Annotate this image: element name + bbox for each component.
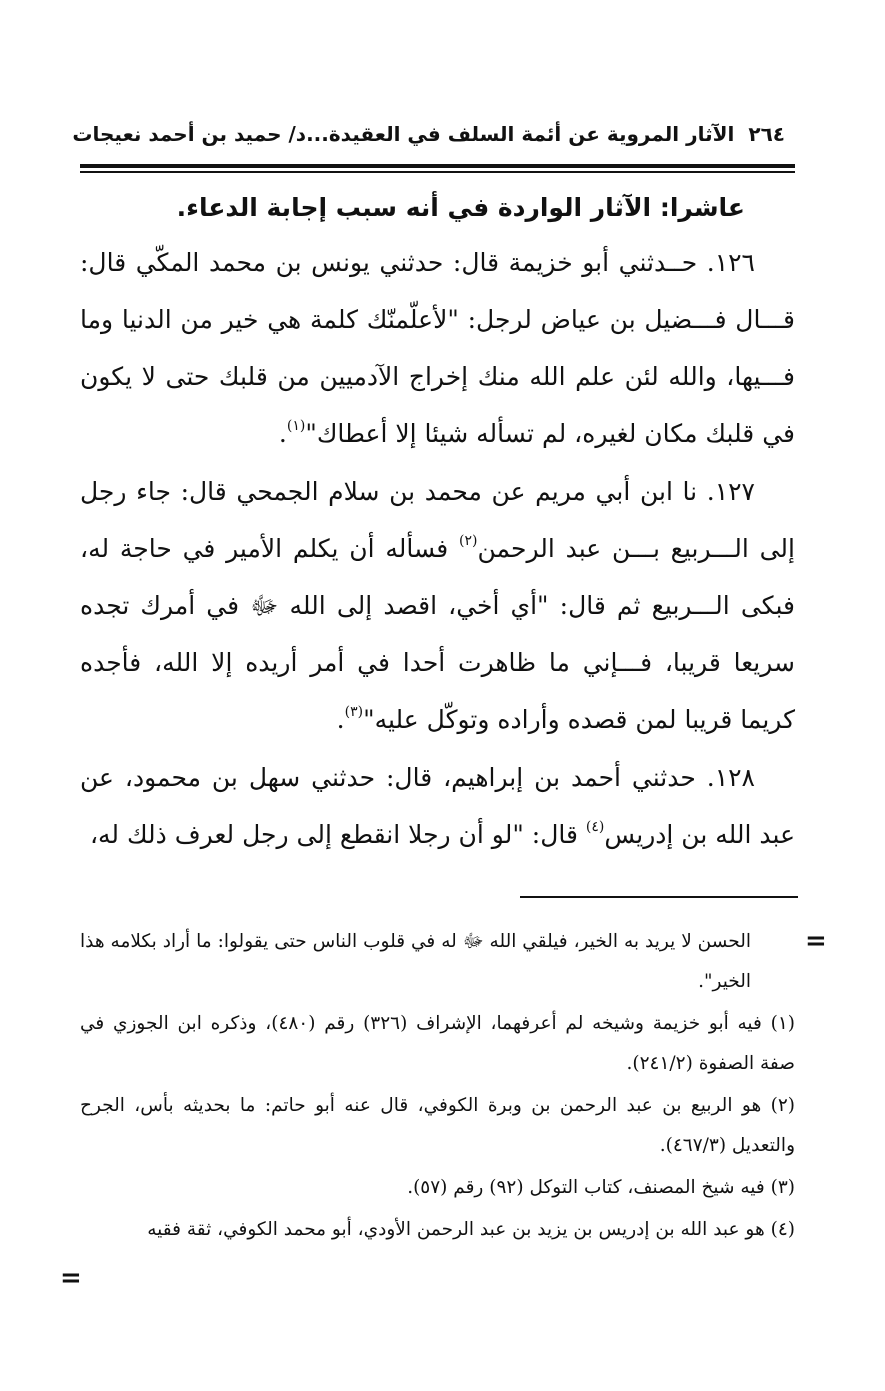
- footnote-2: [80, 1086, 795, 1166]
- main-text: [80, 182, 795, 863]
- footnote-number: (٣): [770, 1177, 795, 1198]
- footnote-text: هو عبد الله بن إدريس بن يزيد بن عبد الرحمن الأودي، أبو محمد الكوفي، ثقة فقيه: [147, 1219, 765, 1240]
- footnote-4: [80, 1210, 795, 1250]
- footnote-number: (٤): [770, 1219, 795, 1240]
- footnotes: [80, 922, 795, 1252]
- header-rule-thin: [80, 171, 795, 173]
- continuation-mark: =: [805, 926, 827, 956]
- paragraph-text: ١٢٨. حدثني أحمد بن إبراهيم، قال: حدثني سهل بن محمود، عن عبد الله بن إدريس: [80, 763, 795, 849]
- footnote-separator: [520, 896, 798, 898]
- footnote-text: فيه أبو خزيمة وشيخه لم أعرفهما، الإشراف (٣٢٦) رقم (٤٨٠)، وذكره ابن الجوزي في صفة الصفوة (٢٤١/٢).: [80, 1013, 795, 1074]
- footnote-number: (١): [770, 1013, 795, 1034]
- paragraph-text: ١٢٦. حــدثني أبو خزيمة قال: حدثني يونس بن محمد المكّي قال: قـــال فـــضيل بن عياض لرجل: "لأعلّمنّك كلمة هي خير من الدنيا وما فـــيها، والله لئن علم الله منك إخراج الآدميين من قلبك حتى لا يكون في قلبك مكان لغيره، لم تسأله شيئا إلا أعطاك": [80, 248, 795, 448]
- footnote-ref: (١): [286, 418, 306, 434]
- footnote-ref: (٢): [459, 533, 478, 549]
- footnote-1: [80, 1004, 795, 1084]
- running-header: [72, 118, 785, 150]
- paragraph-127: [80, 463, 795, 748]
- footnote-continued: الحسن لا يريد به الخير، فيلقي الله ﷻ له في قلوب الناس حتى يقولوا: ما أراد بكلامه هذا الخير".: [80, 931, 751, 992]
- paragraph-text: ١٢٧. نا ابن أبي مريم عن محمد بن سلام الجمحي قال: جاء رجل إلى الـــربيع بـــن عبد الرحمن: [80, 477, 795, 563]
- continuation-mark: =: [60, 1263, 82, 1293]
- footnote-ref: (٣): [344, 704, 364, 720]
- section-heading: عاشرا: الآثار الواردة في أنه سبب إجابة الدعاء.: [176, 193, 745, 222]
- footnote-text: هو الربيع بن عبد الرحمن بن وبرة الكوفي، قال عنه أبو حاتم: ما بحديثه بأس، الجرح والتعديل (٤٦٧/٣).: [80, 1095, 795, 1156]
- paragraph-text: قال: "لو أن رجلا انقطع إلى رجل لعرف ذلك له،: [89, 820, 586, 849]
- paragraph-text: فسأله أن يكلم الأمير في حاجة له، فبكى الـــربيع ثم قال: "أي أخي، اقصد إلى الله ﷻ في أمرك تجده سريعا قريبا، فـــإني ما ظاهرت أحدا في أمر أريده إلا الله، فأجده كريما قريبا لمن قصده وأراده وتوكّل عليه": [80, 534, 795, 734]
- paragraph-tail: .: [278, 419, 287, 448]
- footnote-ref: (٤): [585, 819, 605, 835]
- page-number: ٢٦٤: [748, 122, 785, 146]
- running-title: الآثار المروية عن أئمة السلف في العقيدة...د/ حميد بن أحمد نعيجات: [72, 122, 735, 146]
- footnote-text: فيه شيخ المصنف، كتاب التوكل (٩٢) رقم (٥٧).: [407, 1177, 765, 1198]
- paragraph-tail: .: [336, 705, 345, 734]
- paragraph-128: [80, 749, 795, 863]
- paragraph-126: [80, 234, 795, 462]
- header-rule-thick: [80, 164, 795, 168]
- footnote-3: [80, 1168, 795, 1208]
- footnote-number: (٢): [770, 1095, 795, 1116]
